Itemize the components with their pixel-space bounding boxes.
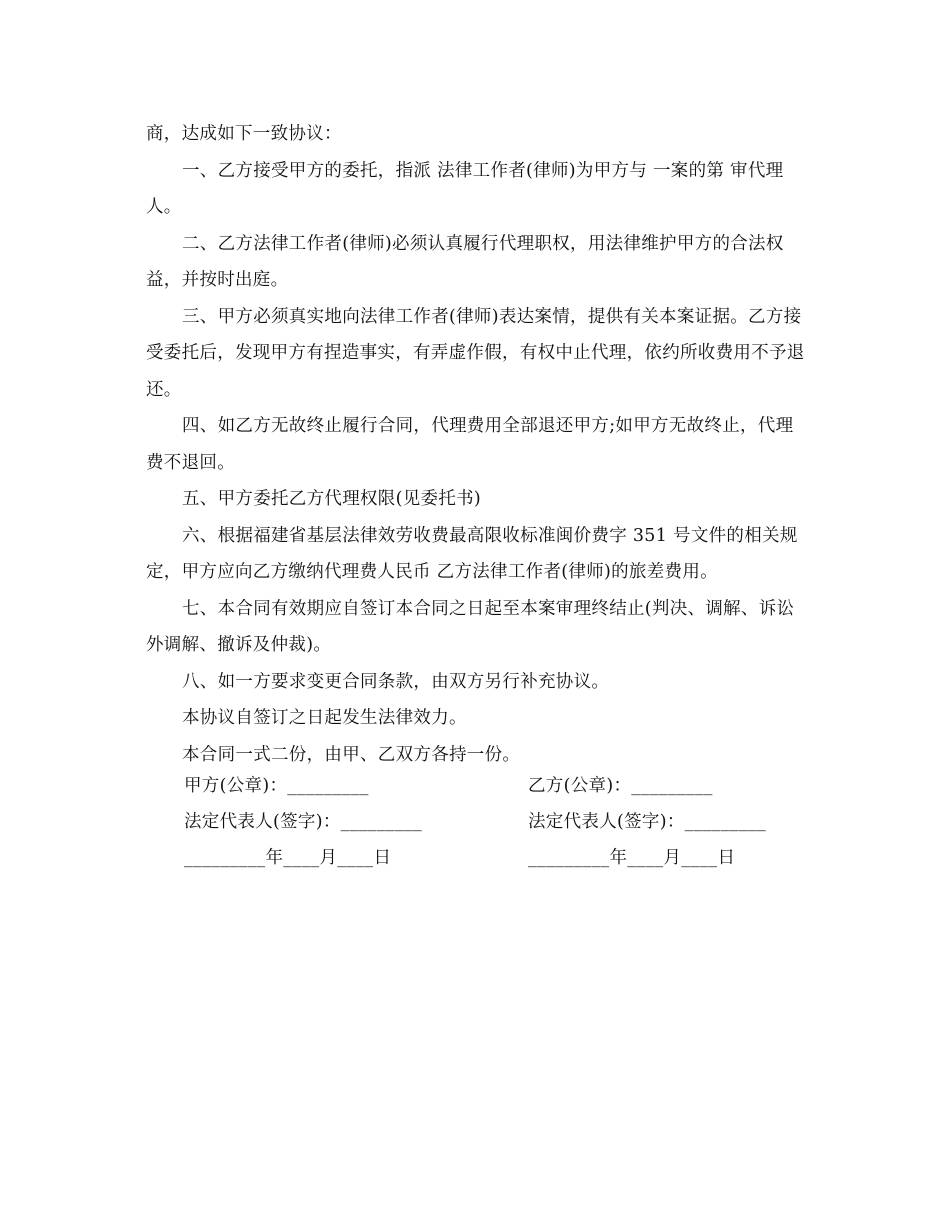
clause-8: 八、如一方要求变更合同条款，由双方另行补充协议。 <box>182 671 610 692</box>
clause-1: 一、乙方接受甲方的委托，指派 法律工作者(律师)为甲方与 一案的第 审代理人。 <box>146 160 784 217</box>
signature-representative-row <box>184 804 824 840</box>
clause-3: 三、甲方必须真实地向法律工作者(律师)表达案情，提供有关本案证据。乙方接受委托后，发现甲方有捏造事实，有弄虚作假，有权中止代理，依约所收费用不予退还。 <box>146 306 805 400</box>
clause-4: 四、如乙方无故终止履行合同，代理费用全部退还甲方;如甲方无故终止，代理费不退回。 <box>146 416 794 473</box>
clause-5: 五、甲方委托乙方代理权限(见委托书) <box>182 489 482 509</box>
contract-body <box>146 116 806 773</box>
party-b-date-field: _________年____月____日 <box>528 848 736 868</box>
copies-clause: 本合同一式二份，由甲、乙双方各持一份。 <box>182 744 521 765</box>
party-b-representative-field: 法定代表人(签字)：_________ <box>528 812 767 832</box>
paragraph-intro: 商，达成如下一致协议： <box>146 124 342 144</box>
party-a-seal-field: 甲方(公章)：_________ <box>184 776 369 796</box>
clause-6: 六、根据福建省基层法律效劳收费最高限收标准闽价费字 351 号文件的相关规定，甲方应向乙方缴纳代理费人民币 乙方法律工作者(律师)的旅差费用。 <box>146 525 798 582</box>
clause-7: 七、本合同有效期应自签订本合同之日起至本案审理终结止(判决、调解、诉讼外调解、撤诉及仲裁)。 <box>146 598 795 655</box>
signature-date-row <box>184 840 824 876</box>
signature-seal-row <box>184 768 824 804</box>
clause-2: 二、乙方法律工作者(律师)必须认真履行代理职权，用法律维护甲方的合法权益，并按时出庭。 <box>146 233 784 290</box>
effective-clause: 本协议自签订之日起发生法律效力。 <box>182 708 467 728</box>
party-b-seal-field: 乙方(公章)：_________ <box>528 776 713 796</box>
party-a-date-field: _________年____月____日 <box>184 848 392 868</box>
party-a-representative-field: 法定代表人(签字)：_________ <box>184 812 423 832</box>
